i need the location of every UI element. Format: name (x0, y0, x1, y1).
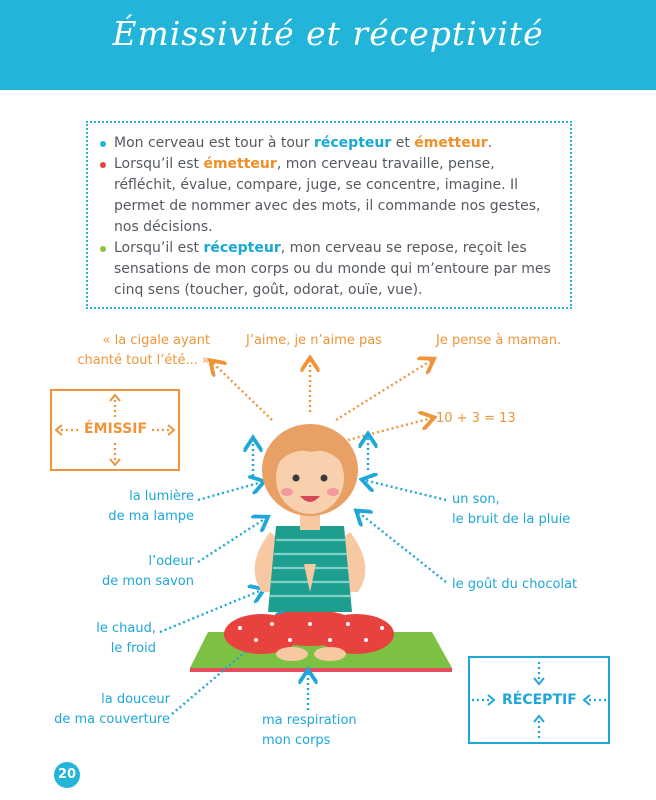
emit-label-cigale-line1: « la cigale ayant (102, 333, 210, 348)
info-text: Lorsqu’il est (114, 156, 204, 172)
info-text: Lorsqu’il est (114, 240, 204, 256)
receive-label-odeur-line2: de mon savon (102, 574, 194, 589)
info-keyword: émetteur (203, 156, 277, 172)
info-keyword: récepteur (313, 135, 392, 151)
receive-label-lumiere-line2: de ma lampe (108, 509, 194, 524)
receive-label-chaud-line2: le froid (110, 641, 156, 656)
receive-label-chaud (60, 619, 156, 659)
receive-label-douceur-line1: la douceur (101, 692, 170, 707)
info-text: et (391, 135, 415, 151)
receive-label-lumiere (60, 487, 194, 527)
receive-label-respiration-line1: ma respiration (262, 713, 357, 728)
emit-label-aime: J’aime, je n’aime pas (246, 333, 382, 348)
info-text: , mon cerveau travaille, pense, réfléchit, évalue, compare, juge, se concentre, imagine. Il permet de nommer avec des mots, il commande nos gestes, nos décisions. (114, 156, 541, 235)
receive-label-chaud-line1: le chaud, (96, 621, 156, 636)
receive-label-son-line1: un son, (452, 492, 500, 507)
emit-label-cigale-line2: chanté tout l’été... » (77, 353, 210, 368)
receive-label-douceur-line2: de ma couverture (54, 712, 170, 727)
info-text: , mon cerveau se repose, reçoit les sensations de mon corps ou du monde qui m’entoure par mes cinq sens (toucher, goût, odorat, ouïe, vue). (114, 240, 551, 298)
emit-label-calc: 10 + 3 = 13 (436, 411, 516, 426)
receptif-label: RÉCEPTIF (502, 692, 577, 708)
receive-label-respiration (262, 711, 357, 751)
info-keyword: récepteur (203, 240, 281, 256)
receive-label-son (452, 490, 570, 530)
receptif-box (468, 656, 610, 744)
receive-label-odeur-line1: l’odeur (148, 554, 194, 569)
receive-label-respiration-line2: mon corps (262, 733, 331, 748)
emissif-box (50, 389, 180, 471)
emit-label-cigale (60, 331, 210, 371)
info-keyword: émetteur (414, 135, 488, 151)
info-text: . (487, 135, 493, 151)
page-number: 20 (54, 762, 80, 788)
receive-label-lumiere-line1: la lumière (129, 489, 194, 504)
page-title: Émissivité et réceptivité (112, 14, 544, 53)
emissif-label: ÉMISSIF (84, 421, 148, 437)
emit-label-pense: Je pense à maman. (436, 333, 562, 348)
receive-label-odeur (60, 552, 194, 592)
receive-label-gout: le goût du chocolat (452, 577, 578, 592)
receive-label-douceur (30, 690, 170, 730)
info-text: Mon cerveau est tour à tour (114, 135, 314, 151)
receive-label-son-line2: le bruit de la pluie (452, 512, 571, 527)
